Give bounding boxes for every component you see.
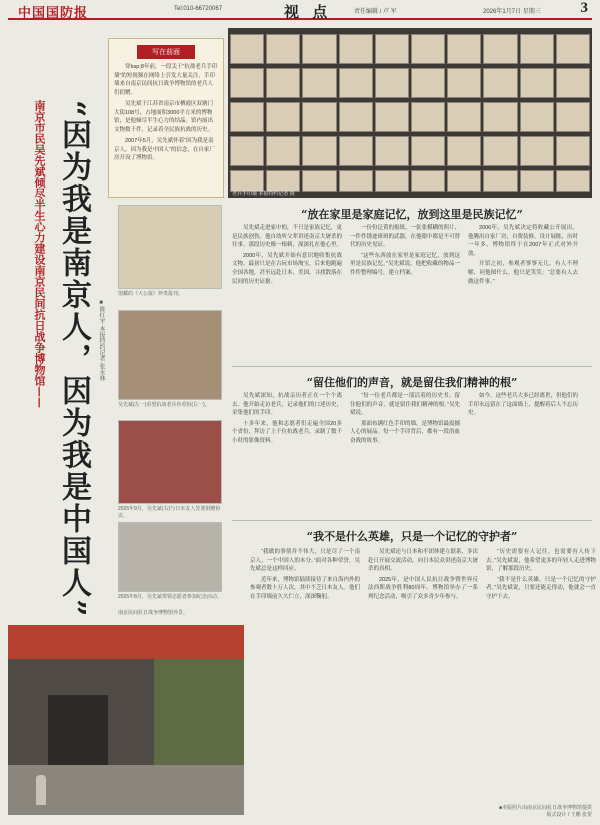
bottom-photo-caption: 南京民间抗日战争博物馆外景。	[118, 610, 189, 616]
intro-note	[108, 38, 224, 198]
photo-caption: 吴先斌(左一)看望抗战老兵谷香恒(右一)。	[118, 402, 210, 408]
text-column: 2006年，吴先斌决定将收藏公开展出。他腾出自家厂房，自费装修，设计展陈，历时一年多，博物馆终于在2007年正式对外开放。 开馆之初，参观者寥寥无几。有人不理解，问他图什么。他只是笑笑：“总要有人去做这件事。”	[468, 225, 579, 285]
note-paragraph: 2007年5月，吴先斌怀着“因为我是南京人，因为我是中国人”的信念，在自家厂房开设了博物馆。	[114, 138, 215, 161]
issue-date: 2026年1月7日 星期三	[483, 9, 541, 15]
text-column: “我做的事情并不伟大，只是尽了一个南京人、一个中国人的本分。”面对各种荣誉，吴先斌总是这样回应。 近年来，博物馆陆续接待了来自海内外的参观者数十万人次，其中不乏日本友人。他们在手印墙前久久伫立，深深鞠躬。	[250, 549, 361, 600]
paper-name: 中国国防报	[18, 6, 89, 21]
page-number: 3	[580, 0, 588, 16]
pull-quote-3: “我不是什么英雄，只是一个记忆的守护者”	[306, 530, 518, 543]
text-column: 如今，这些老兵大多已经离世，但他们的手印永远留在了这面墙上，提醒着后人不忘历史。	[468, 393, 579, 417]
wall-row	[228, 170, 592, 192]
photo-volunteers	[118, 522, 222, 601]
section-3-text	[250, 548, 596, 604]
photo-caption: 馆藏的《大公报》珍贵报刊。	[118, 291, 184, 297]
pull-quote-2: “留住他们的声音，就是留住我们精神的根”	[306, 376, 518, 389]
main-photo-caption: 老兵手印墙 本报特约记者 摄	[232, 191, 295, 197]
text-column: 吴先斌深知，抗战亲历者正在一个个离去。他开始走访老兵，记录他们的口述历史，采集他们的手印。 十多年来，他和志愿者们走遍全国20多个省份，拜访了上千位抗战老兵，录制了数千小时的影像资料。	[232, 393, 343, 444]
photo-signing	[118, 420, 222, 520]
subheadline: 南京市民吴先斌倾尽半生心力建设南京民间抗日战争博物馆——	[33, 100, 46, 408]
divider	[232, 520, 592, 521]
photo-caption: 2025年8月，吴先斌带领志愿者参加纪念活动。	[118, 594, 222, 600]
phone-number: Tel:010-66720067	[174, 6, 223, 12]
wall-row	[228, 68, 592, 98]
masthead	[8, 0, 592, 20]
text-column: 一份份泛黄的报纸、一张张模糊的照片、一件件锈迹斑斑的武器，在他眼中都是不可替代的历史见证。 “这些东西放在家里是家庭记忆，放到这里是民族记忆。”吴先斌说。他把收藏的物品一件件整理编号，建立档案。	[350, 225, 461, 276]
text-column: 吴先斌还与日本和平团体建立联系，多次赴日开展交流活动，向日本民众讲述南京大屠杀的真相。 2025年，是中国人民抗日战争暨世界反法西斯战争胜利80周年。博物馆举办了一系列纪念活动，吸引了众多青少年参与。	[368, 549, 479, 600]
footer-credit: ■本版照片由南京民间抗日战争博物馆提供 版式设计 / 王鹏 张贺	[498, 805, 592, 818]
section-1-text	[232, 224, 578, 288]
handprint-wall-photo	[228, 28, 592, 198]
headline: “因为我是南京人，因为我是中国人”	[56, 100, 91, 619]
section-2-text	[232, 392, 578, 448]
statue	[36, 775, 46, 805]
photo-newspaper	[118, 205, 222, 298]
text-column: “历史需要有人记住，也需要有人传下去。”吴先斌说，他希望更多的年轻人走进博物馆，了解那段历史。 “我不是什么英雄，只是一个记忆的守护者。”吴先斌说，只要还能走得动，他就会一直守护下去。	[486, 549, 596, 600]
editor-credit: 责任编辑 / 卢 军	[354, 9, 397, 15]
wall-row	[228, 136, 592, 166]
divider	[232, 366, 592, 367]
note-paragraph: 穿bsp;8年前，一段关于“抗战老兵手印墙”的短视频在网络上引发大量关注，手印墙来自南京民间抗日战争博物馆的老兵人们捐赠。	[114, 64, 218, 96]
note-label: 写在前面	[137, 45, 195, 59]
text-column: 吴先斌走进家中的，不只是家族记忆，更是民族创伤。他自幼听父辈讲述南京大屠杀的往事，那段历史像一根刺，深深扎在他心里。 2000年，吴先斌开始有意识地收集抗战文物。最初只是在古玩市场淘宝，后来他跑遍全国各地，甚至远赴日本、美国，寻找散落在民间的历史证据。	[232, 225, 343, 285]
text-column: “每一位老兵都是一部活着的历史书。留住他们的声音，就是留住我们精神的根。”吴先斌说。 那面布满红色手印的墙，是博物馆最震撼人心的展品。每一个手印背后，都有一段浴血奋战的故事。	[350, 393, 461, 444]
pull-quote-1: “放在家里是家庭记忆，放到这里是民族记忆”	[301, 208, 523, 221]
wall-row	[228, 34, 592, 64]
section-title: 视 点	[284, 3, 332, 21]
photo-caption: 2025年9月，吴先斌(右)与日本友人签署捐赠协议。	[118, 506, 221, 519]
museum-exterior-photo	[8, 625, 244, 815]
note-paragraph: 吴先斌于江苏省南京市栖霞区双塘门大街108号，占地面积3000平方米的博物馆，是他倾尽半生心力的结晶。馆内展出文物数千件，记录着全民族抗战的历史。	[114, 101, 214, 133]
wall-row	[228, 102, 592, 132]
photo-veteran-visit	[118, 310, 222, 409]
byline: ■陈红宇 本报特约记者 张永林	[98, 300, 104, 382]
